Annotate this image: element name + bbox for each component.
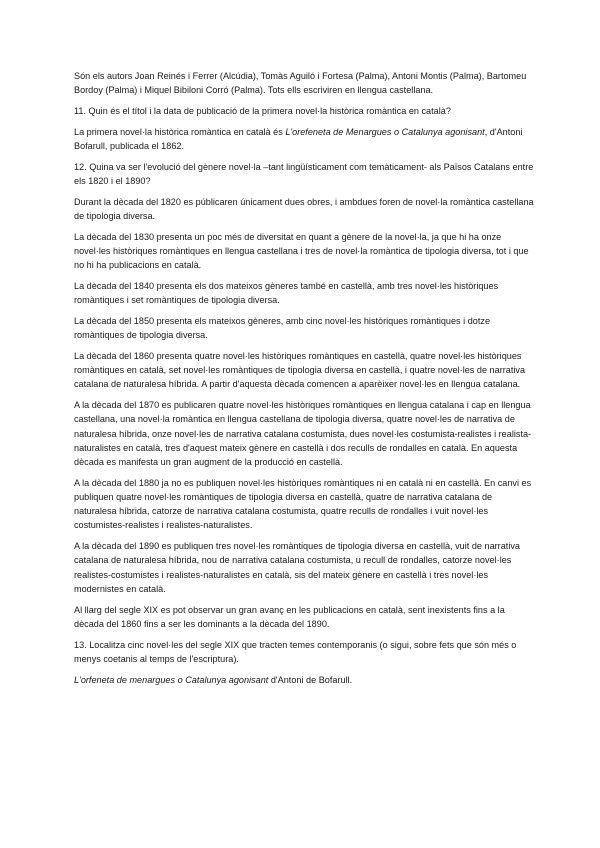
- answer-13-after: d'Antoni de Bofarull.: [268, 674, 353, 685]
- question-12: 12. Quina va ser l'evolució del gènere novel·la –tant lingüísticament com temàticament- als Països Catalans entre els 1820 i el 1890?: [74, 161, 534, 186]
- answer-11-after: , d'Antoni Bofarull, publicada el 1862.: [74, 126, 523, 151]
- answer-11: [74, 125, 536, 153]
- paragraph-1830: La dècada del 1830 presenta un poc més de diversitat en quant a gènere de la novel·la, ja que hi ha onze novel·les històriques romàntiques en llengua castellana i tres de novel·la romàntica de tipologia diversa, tot i que no hi ha publicacions en català.: [74, 231, 529, 271]
- paragraph-1890: A la dècada del 1890 es publiquen tres novel·les romàntiques de tipologia diversa en castellà, vuit de narrativa catalana de naturalesa híbrida, nou de narrativa catalana costumista, u recull de rondalles, catorze novel·les realistes-costumistes i realistes-naturalistes en català, sis del mateix gènere en castellà i tres novel·les modernistes en català.: [74, 541, 520, 594]
- paragraph-1820: Durant la dècada del 1820 es públicaren únicament dues obres, i ambdues foren de novel·la romàntica castellana de tipologia diversa.: [74, 196, 534, 221]
- answer-13-item: [74, 673, 536, 687]
- paragraph-1860: La dècada del 1860 presenta quatre novel·les històriques romàntiques en castellà, quatre novel·les històriques romàntiques en català, set novel·les romàntiques de tipologia diversa en castellà, i quatre novel·les de narrativa catalana de naturalesa híbrida. A partir d'aquesta dècada comencen a aparèixer novel·les en llengua catalana.: [74, 351, 526, 390]
- paragraph-authors: Són els autors Joan Reinés i Ferrer (Alcúdia), Tomàs Aguiló i Fortesa (Palma), Antoni Montis (Palma), Bartomeu Bordoy (Palma) i Miquel Bibiloni Corró (Palma). Tots ells escriviren en llengua castellana.: [74, 71, 527, 96]
- answer-11-before: La primera novel·la històrica romàntica en català és: [74, 126, 286, 137]
- document-page: [74, 69, 536, 693]
- paragraph-summary: Al llarg del segle XIX es pot observar un gran avanç en les publicacions en català, sent inexistents fins a la dècada del 1860 fins a ser les dominants a la dècada del 1890.: [74, 604, 505, 629]
- answer-11-title: L'orefeneta de Menargues o Catalunya agonisant: [285, 126, 485, 137]
- paragraph-1880: A la dècada del 1880 ja no es publiquen novel·les històriques romàntiques ni en català ni en castellà. En canvi es publiquen quatre novel·les romàntiques de tipologia diversa en castellà, quatre de narrativa catalana de naturalesa híbrida, catorze de narrativa catalana costumista, quatre reculls de rondalles i vuit novel·les costumistes-realistes i realistes-naturalistes.: [74, 477, 532, 531]
- paragraph-1870: A la dècada del 1870 es publicaren quatre novel·les històriques romàntiques en llengua catalana i cap en llengua castellana, una novel·la romàntica en llengua castellana de tipologia diversa, quatre novel·les de narrativa de naturalesa híbrida, onze novel·les de narrativa catalana costumista, dues novel·les costumista-realistes i realista-naturalistes en català, tres d'aquest mateix gènere en castellà i dos reculls de rondalles en català. En aquesta dècada es manifesta un gran augment de la producció en castellà.: [74, 400, 532, 468]
- question-13: 13. Localitza cinc novel·les del segle XIX que tracten temes contemporanis (o sigui, sobre fets que són més o menys coetanis al temps de l'escriptura).: [74, 639, 517, 664]
- paragraph-1850: La dècada del 1850 presenta els mateixos gèneres, amb cinc novel·les històriques romàntiques i dotze romàntiques de tipologia diversa.: [74, 316, 491, 341]
- answer-13-title: L'orfeneta de menargues o Catalunya agonisant: [74, 674, 269, 685]
- question-11: 11. Quin és el títol i la data de publicació de la primera novel·la històrica romàntica en català?: [74, 106, 451, 116]
- paragraph-1840: La dècada del 1840 presenta els dos mateixos gèneres també en castellà, amb tres novel·les històriques romàntiques i set romàntiques de tipologia diversa.: [74, 281, 499, 306]
